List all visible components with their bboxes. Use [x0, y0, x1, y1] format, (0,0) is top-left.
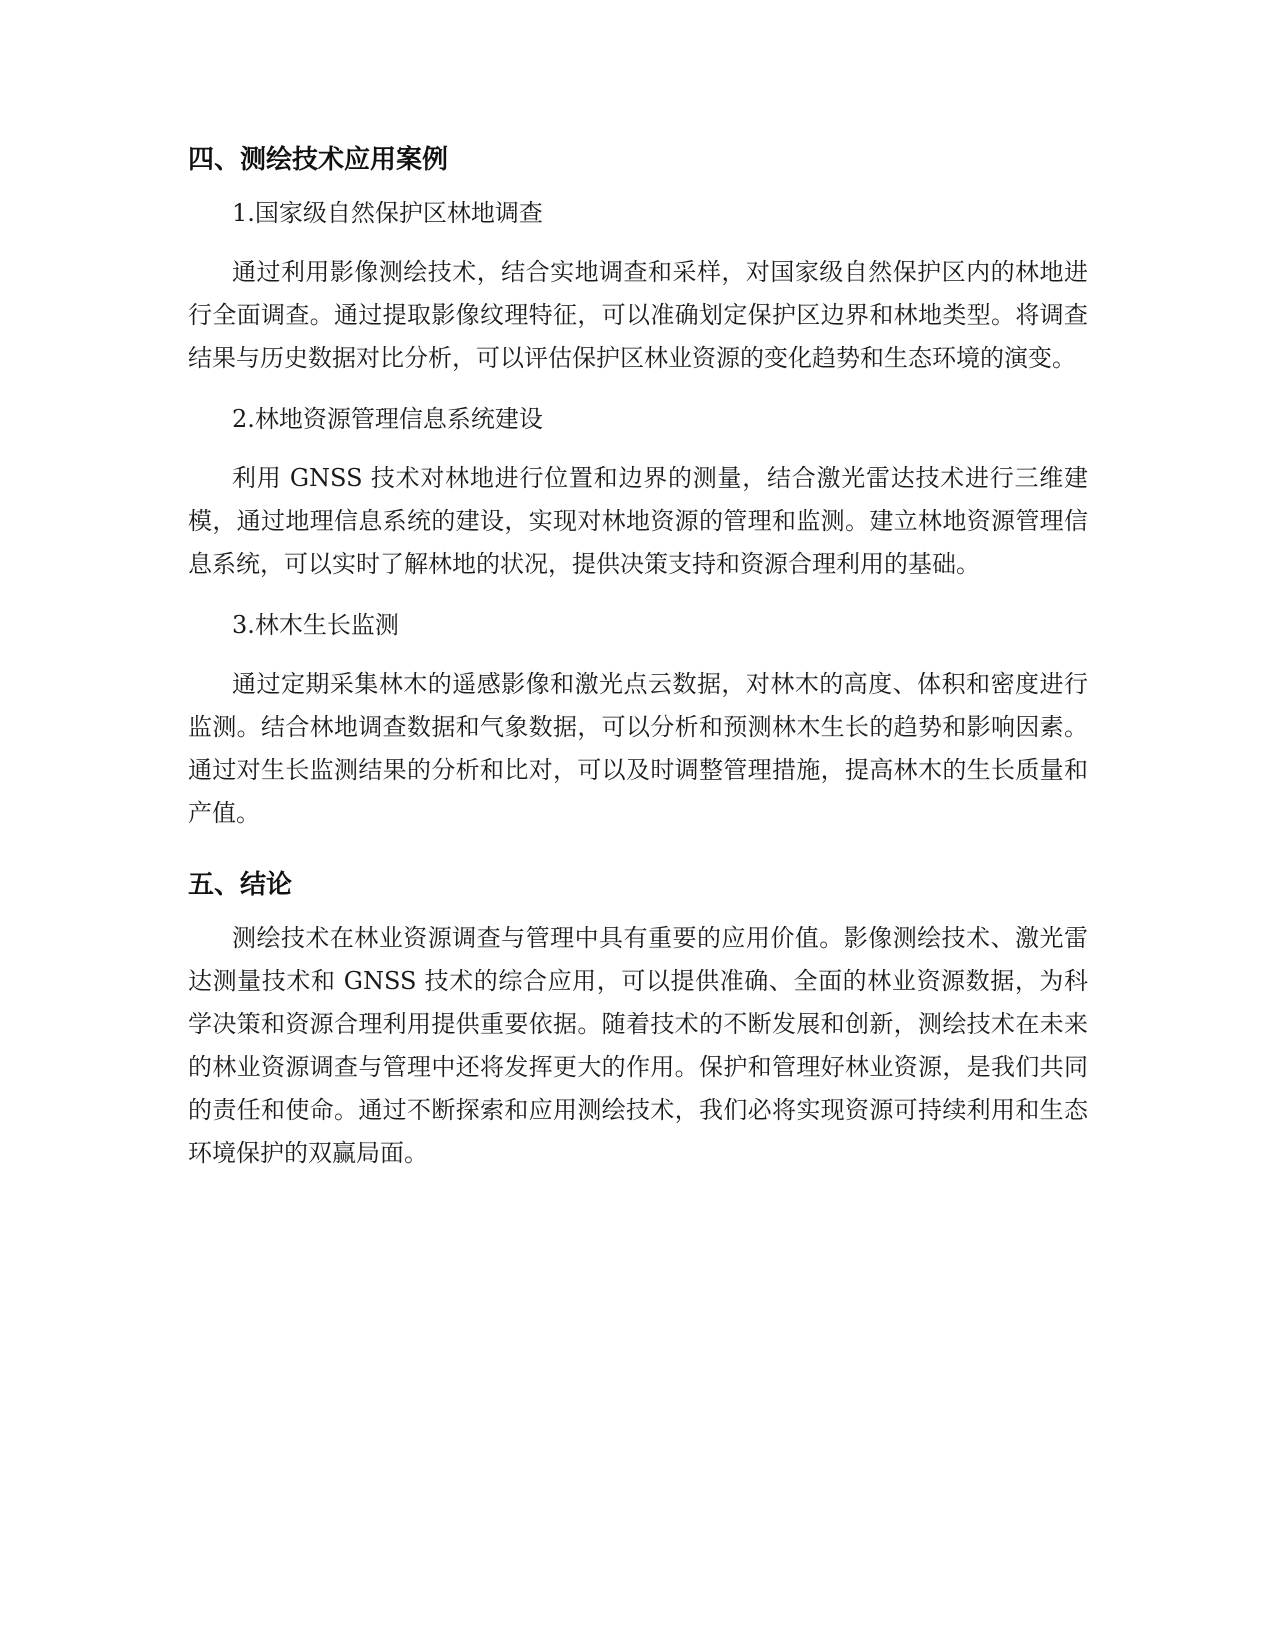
conclusion-body: 测绘技术在林业资源调查与管理中具有重要的应用价值。影像测绘技术、激光雷达测量技术和 GNSS 技术的综合应用，可以提供准确、全面的林业资源数据，为科学决策和资源合理利用提供重要依据。随着技术的不断发展和创新，测绘技术在未来的林业资源调查与管理中还将发挥更大的作用。保护和管理好林业资源，是我们共同的责任和使命。通过不断探索和应用测绘技术，我们必将实现资源可持续利用和生态环境保护的双赢局面。: [188, 924, 1088, 1167]
section-heading-5: 五、结论: [188, 870, 293, 900]
section-heading-4: 四、测绘技术应用案例: [188, 145, 449, 175]
case-2-body: 利用 GNSS 技术对林地进行位置和边界的测量，结合激光雷达技术进行三维建模，通过地理信息系统的建设，实现对林地资源的管理和监测。建立林地资源管理信息系统，可以实时了解林地的状况，提供决策支持和资源合理利用的基础。: [188, 464, 1088, 578]
case-3-body: 通过定期采集林木的遥感影像和激光点云数据，对林木的高度、体积和密度进行监测。结合林地调查数据和气象数据，可以分析和预测林木生长的趋势和影响因素。通过对生长监测结果的分析和比对，可以及时调整管理措施，提高林木的生长质量和产值。: [188, 670, 1088, 827]
document-page: [188, 140, 1088, 1193]
case-1-title: 1.国家级自然保护区林地调查: [232, 199, 543, 227]
case-2-title: 2.林地资源管理信息系统建设: [232, 405, 543, 433]
case-1-body: 通过利用影像测绘技术，结合实地调查和采样，对国家级自然保护区内的林地进行全面调查。通过提取影像纹理特征，可以准确划定保护区边界和林地类型。将调查结果与历史数据对比分析，可以评估保护区林业资源的变化趋势和生态环境的演变。: [188, 258, 1088, 372]
case-3-title: 3.林木生长监测: [232, 611, 399, 639]
